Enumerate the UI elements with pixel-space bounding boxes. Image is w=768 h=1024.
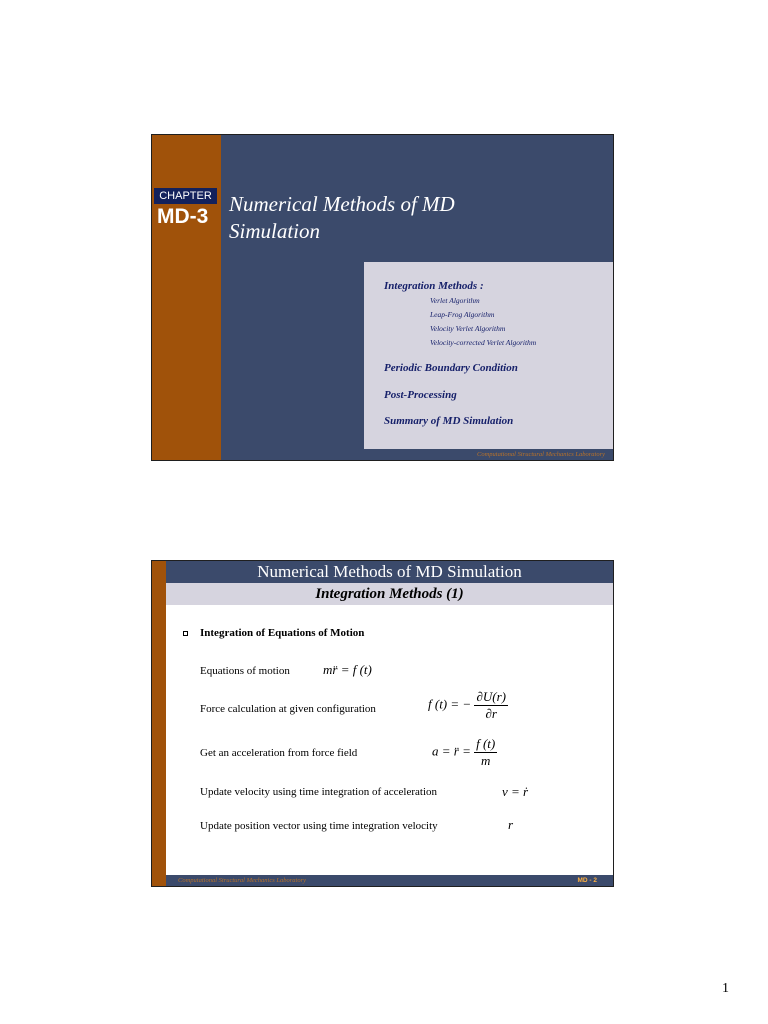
equation-of-motion: mr̈ = f (t) — [323, 662, 372, 677]
toc-item: Velocity-corrected Verlet Algorithm — [430, 338, 537, 347]
force-numerator: ∂U(r) — [476, 689, 506, 704]
force-lhs: f (t) = − — [428, 696, 472, 712]
square-bullet-icon — [183, 631, 188, 636]
lab-footer: Computational Structural Mechanics Laboratory — [476, 451, 605, 458]
slide-page-code: MD - 2 — [577, 877, 597, 884]
chapter-code: MD-3 — [157, 205, 209, 228]
toc-item: Velocity Verlet Algorithm — [430, 324, 506, 333]
bullet-heading: Integration of Equations of Motion — [200, 627, 365, 639]
acceleration-equation — [432, 736, 497, 769]
acceleration-fraction — [474, 736, 497, 769]
force-equation — [428, 689, 508, 722]
side-accent-bar — [152, 561, 166, 886]
step-equations-of-motion: Equations of motion — [200, 665, 290, 677]
toc-summary: Summary of MD Simulation — [384, 415, 514, 427]
step-force-calculation: Force calculation at given configuration — [200, 703, 376, 715]
toc-post-processing: Post-Processing — [384, 389, 457, 401]
velocity-equation: v = ṙ — [502, 784, 529, 799]
acceleration-lhs: a = r̈ = — [432, 743, 471, 759]
slide-subtitle: Integration Methods (1) — [166, 583, 613, 605]
table-of-contents — [364, 262, 613, 449]
lab-footer: Computational Structural Mechanics Laboratory — [178, 877, 307, 884]
chapter-label: CHAPTER — [154, 188, 217, 204]
position-symbol: r — [508, 817, 514, 832]
slide-title: Numerical Methods of MD Simulation — [229, 192, 455, 243]
chapter-title-slide — [151, 134, 614, 461]
step-update-position: Update position vector using time integration velocity — [200, 820, 438, 832]
step-update-velocity: Update velocity using time integration of acceleration — [200, 786, 438, 798]
force-fraction — [474, 689, 508, 722]
slide-title: Numerical Methods of MD Simulation — [166, 561, 613, 583]
toc-item: Verlet Algorithm — [430, 296, 480, 305]
toc-item: Leap-Frog Algorithm — [430, 310, 495, 319]
force-denominator: ∂r — [485, 706, 497, 721]
integration-methods-slide — [151, 560, 614, 887]
toc-integration-heading: Integration Methods : — [384, 280, 484, 292]
acceleration-numerator: f (t) — [476, 736, 496, 751]
footer-bar — [166, 875, 613, 886]
step-acceleration: Get an acceleration from force field — [200, 747, 358, 759]
acceleration-denominator: m — [480, 753, 491, 768]
side-accent-bar — [152, 135, 221, 460]
page-number: 1 — [722, 981, 729, 996]
toc-periodic: Periodic Boundary Condition — [384, 362, 518, 374]
